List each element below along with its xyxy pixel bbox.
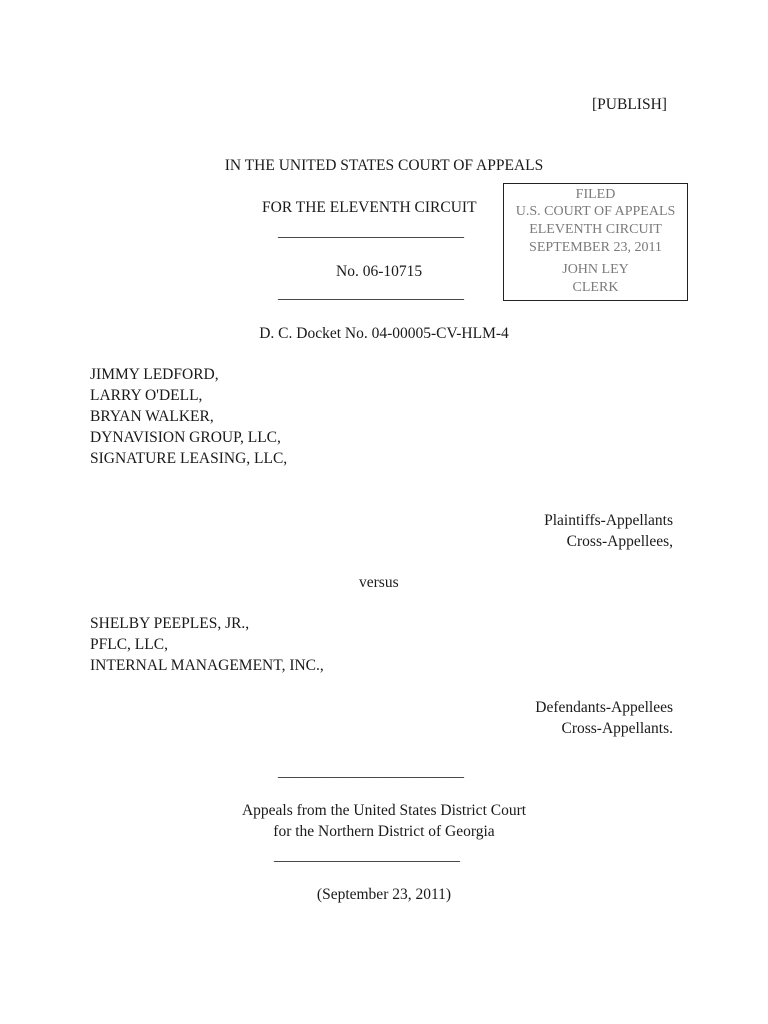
plaintiff-name: JIMMY LEDFORD,: [90, 366, 219, 383]
appeal-line2: for the Northern District of Georgia: [273, 823, 495, 840]
filed-stamp-line4: SEPTEMBER 23, 2011: [529, 240, 662, 255]
plaintiff-name: DYNAVISION GROUP, LLC,: [90, 429, 281, 446]
defendant-name: SHELBY PEEPLES, JR.,: [90, 615, 250, 632]
docket-number: D. C. Docket No. 04-00005-CV-HLM-4: [259, 325, 509, 342]
separator-rule-4: ________________________: [274, 847, 460, 864]
filed-stamp-line6: CLERK: [572, 280, 619, 295]
filed-stamp-line3: ELEVENTH CIRCUIT: [529, 222, 662, 237]
defendant-name: PFLC, LLC,: [90, 636, 168, 653]
case-number: No. 06-10715: [336, 263, 423, 280]
separator-rule-2: ________________________: [278, 285, 464, 302]
publish-tag: [PUBLISH]: [592, 96, 667, 113]
decision-date: (September 23, 2011): [316, 886, 452, 903]
separator-rule-3: ________________________: [278, 763, 464, 780]
plaintiff-name: LARRY O'DELL,: [90, 387, 203, 404]
defendants-role-line1: Defendants-Appellees: [535, 699, 673, 716]
filed-stamp-line5: JOHN LEY: [562, 262, 629, 277]
plaintiff-name: BRYAN WALKER,: [90, 408, 214, 425]
versus-label: versus: [359, 574, 399, 591]
plaintiffs-role-line2: Cross-Appellees,: [566, 533, 673, 550]
filed-stamp: [503, 183, 688, 301]
court-name-line1: IN THE UNITED STATES COURT OF APPEALS: [224, 157, 544, 174]
defendant-name: INTERNAL MANAGEMENT, INC.,: [90, 657, 324, 674]
defendants-role-line2: Cross-Appellants.: [561, 720, 673, 737]
court-name-line2: FOR THE ELEVENTH CIRCUIT: [262, 199, 477, 216]
plaintiffs-role-line1: Plaintiffs-Appellants: [544, 512, 673, 529]
plaintiff-name: SIGNATURE LEASING, LLC,: [90, 450, 288, 467]
filed-stamp-line1: FILED: [575, 187, 616, 202]
appeal-line1: Appeals from the United States District Court: [241, 802, 527, 819]
filed-stamp-line2: U.S. COURT OF APPEALS: [515, 204, 676, 219]
separator-rule-1: ________________________: [278, 223, 464, 240]
